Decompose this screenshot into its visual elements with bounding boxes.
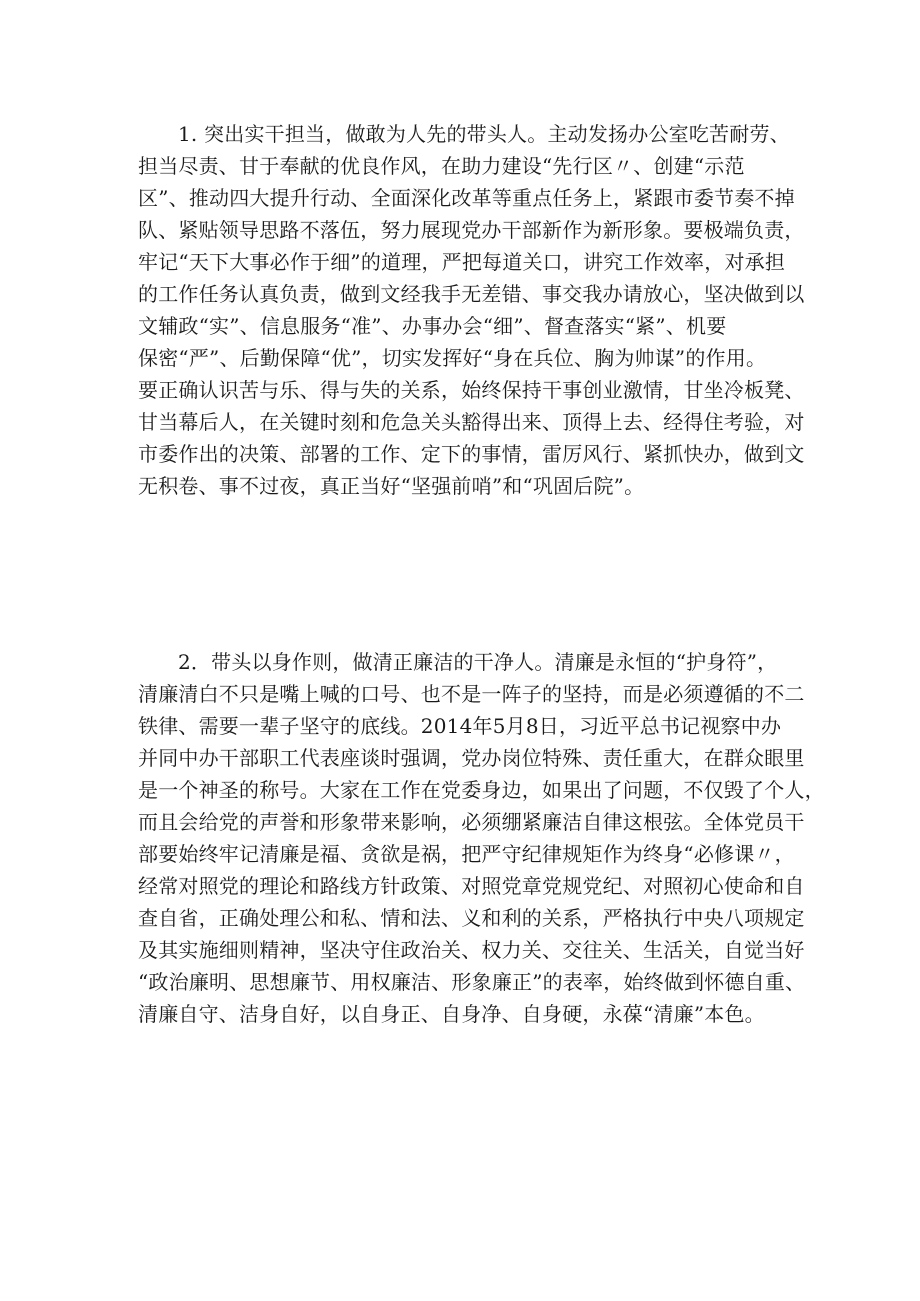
paragraph-1 — [138, 118, 805, 502]
paragraph-line: 1. 突出实干担当，做敢为人先的带头人。主动发扬办公室吃苦耐劳、 — [178, 122, 790, 146]
paragraph-line: 牢记“天下大事必作于细”的道理，严把每道关口，讲究工作效率，对承担 — [138, 250, 786, 274]
paragraph-line: 要正确认识苦与乐、得与失的关系，始终保持干事创业激情，甘坐冷板凳、 — [138, 378, 805, 402]
paragraph-line: 经常对照党的理论和路线方针政策、对照党章党规党纪、对照初心使命和自 — [138, 874, 805, 898]
paragraph-2 — [138, 646, 825, 1030]
paragraph-line: 文辅政“实”、信息服务“准”、办事办会“细”、督查落实“紧”、机要 — [138, 314, 727, 338]
paragraph-line: 是一个神圣的称号。大家在工作在党委身边，如果出了问题，不仅毁了个人， — [138, 778, 825, 802]
paragraph-line: 甘当幕后人，在关键时刻和危急关头豁得出来、顶得上去、经得住考验，对 — [138, 410, 805, 434]
paragraph-line: 及其实施细则精神，坚决守住政治关、权力关、交往关、生活关，自觉当好 — [138, 938, 805, 962]
paragraph-line: 无积卷、事不过夜，真正当好“坚强前哨”和“巩固后院”。 — [138, 474, 645, 498]
paragraph-line: 队、紧贴领导思路不落伍，努力展现党办干部新作为新形象。要极端负责， — [138, 218, 805, 242]
paragraph-line: 的工作任务认真负责，做到文经我手无差错、事交我办请放心，坚决做到以 — [138, 282, 805, 306]
paragraph-line: 清廉自守、洁身自好，以自身正、自身净、自身硬，永葆“清廉”本色。 — [138, 1002, 765, 1026]
paragraph-line: 清廉清白不只是嘴上喊的口号、也不是一阵子的坚持，而是必须遵循的不二 — [138, 682, 805, 706]
paragraph-line: 并同中办干部职工代表座谈时强调，党办岗位特殊、责任重大，在群众眼里 — [138, 746, 805, 770]
paragraph-line: “政治廉明、思想廉节、用权廉洁、形象廉正”的表率，始终做到怀德自重、 — [138, 970, 806, 994]
paragraph-line: 区”、推动四大提升行动、全面深化改革等重点任务上，紧跟市委节奏不掉 — [138, 186, 795, 210]
paragraph-line: 市委作出的决策、部署的工作、定下的事情，雷厉风行、紧抓快办，做到文 — [138, 442, 805, 466]
paragraph-line: 铁律、需要一辈子坚守的底线。2014年5月8日，习近平总书记视察中办 — [138, 714, 782, 738]
paragraph-line: 而且会给党的声誉和形象带来影响，必须绷紧廉洁自律这根弦。全体党员干 — [138, 810, 805, 834]
paragraph-line: 2．带头以身作则，做清正廉洁的干净人。清廉是永恒的“护身符”， — [178, 650, 778, 674]
paragraph-line: 查自省，正确处理公和私、情和法、义和利的关系，严格执行中央八项规定 — [138, 906, 805, 930]
paragraph-line: 担当尽责、甘于奉献的优良作风，在助力建设“先行区〃、创建“示范 — [138, 154, 745, 178]
paragraph-line: 保密“严”、后勤保障“优”，切实发挥好“身在兵位、胸为帅谋”的作用。 — [138, 346, 767, 370]
paragraph-line: 部要始终牢记清廉是福、贪欲是祸，把严守纪律规矩作为终身“必修课〃， — [138, 842, 795, 866]
